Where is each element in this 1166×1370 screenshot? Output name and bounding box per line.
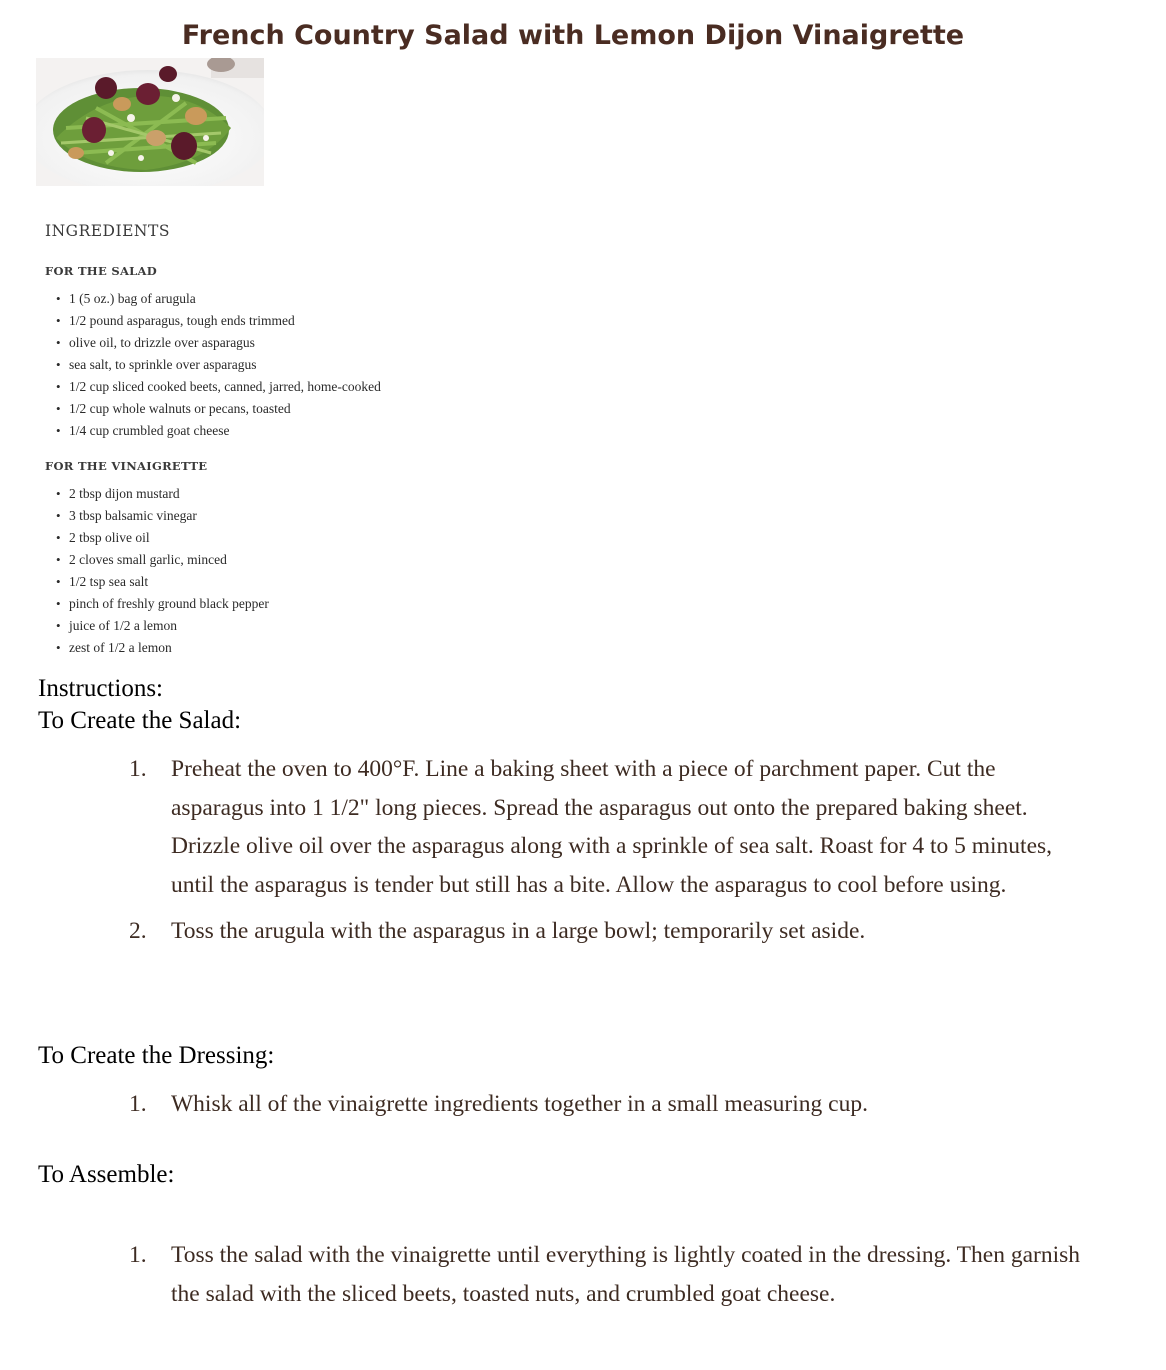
step-text: Whisk all of the vinaigrette ingredients together in a small measuring cup. — [171, 1091, 868, 1117]
list-item: • 2 tbsp olive oil — [56, 529, 269, 551]
list-item: • sea salt, to sprinkle over asparagus — [56, 356, 381, 378]
salad-ingredients-heading: FOR THE SALAD — [45, 264, 158, 278]
list-item: • 1 (5 oz.) bag of arugula — [56, 290, 381, 312]
salad-photo — [36, 58, 264, 186]
step-text: Preheat the oven to 400°F. Line a baking sheet with a piece of parchment paper. Cut the asparagus into 1 1/2" long pieces. Spread the asparagus out onto the prepared baking sheet. Drizzle olive oil over the asparagus along with a sprinkle of sea salt. Roast for 4 to 5 minutes, until the asparagus is tender but still has a bite. Allow the asparagus to cool before using. — [171, 756, 1053, 898]
list-item: • 2 cloves small garlic, minced — [56, 551, 269, 573]
step-text: Toss the arugula with the asparagus in a large bowl; temporarily set aside. — [171, 918, 866, 944]
step-number: 1. — [129, 1091, 147, 1117]
salad-ingredients-list — [56, 290, 381, 444]
instruction-step — [129, 1236, 1089, 1313]
list-item: • 1/2 cup sliced cooked beets, canned, jarred, home-cooked — [56, 378, 381, 400]
instruction-step — [129, 750, 1089, 904]
list-item: • 1/2 pound asparagus, tough ends trimmed — [56, 312, 381, 334]
list-item: • 1/4 cup crumbled goat cheese — [56, 422, 381, 444]
list-item: • zest of 1/2 a lemon — [56, 639, 269, 661]
instructions-heading: Instructions: — [38, 675, 163, 702]
step-number: 2. — [129, 918, 147, 944]
list-item: • 1/2 cup whole walnuts or pecans, toasted — [56, 400, 381, 422]
page-title: French Country Salad with Lemon Dijon Vinaigrette — [181, 20, 965, 51]
assemble-steps-list — [129, 1236, 1089, 1321]
dressing-steps-list — [129, 1085, 1089, 1132]
list-item: • 3 tbsp balsamic vinegar — [56, 507, 269, 529]
vinaigrette-ingredients-heading: FOR THE VINAIGRETTE — [45, 459, 208, 473]
instruction-step — [129, 912, 1089, 951]
list-item: • juice of 1/2 a lemon — [56, 617, 269, 639]
assemble-heading: To Assemble: — [38, 1161, 175, 1188]
list-item: • 2 tbsp dijon mustard — [56, 485, 269, 507]
step-number: 1. — [129, 756, 147, 782]
list-item: • olive oil, to drizzle over asparagus — [56, 334, 381, 356]
step-text: Toss the salad with the vinaigrette until everything is lightly coated in the dressing. Then garnish the salad with the sliced beets, toasted nuts, and crumbled goat cheese. — [171, 1242, 1081, 1307]
ingredients-heading: INGREDIENTS — [45, 222, 170, 240]
create-dressing-heading: To Create the Dressing: — [38, 1042, 275, 1069]
list-item: • pinch of freshly ground black pepper — [56, 595, 269, 617]
instruction-step — [129, 1085, 1089, 1124]
list-item: • 1/2 tsp sea salt — [56, 573, 269, 595]
vinaigrette-ingredients-list — [56, 485, 269, 661]
step-number: 1. — [129, 1242, 147, 1268]
create-salad-heading: To Create the Salad: — [38, 707, 242, 734]
salad-steps-list — [129, 750, 1089, 959]
